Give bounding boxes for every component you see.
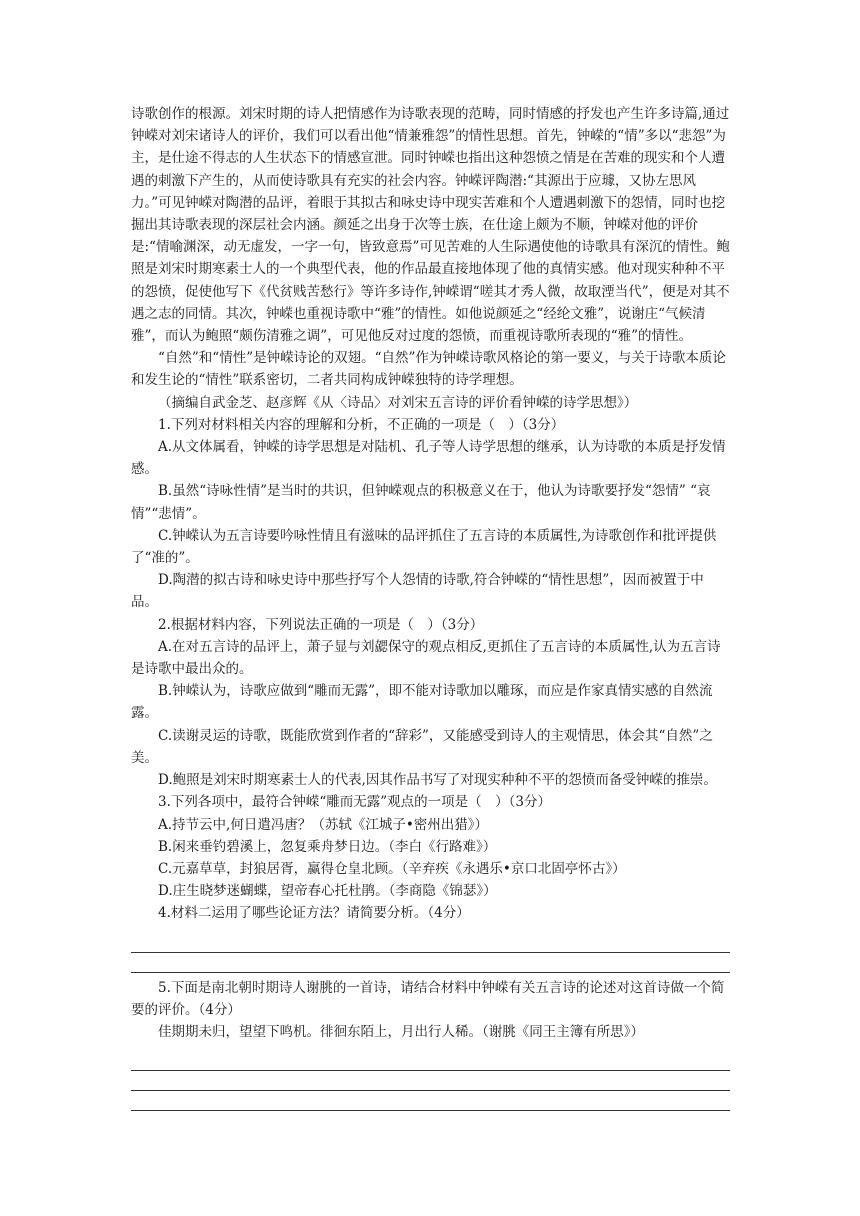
question-5-stem: 5.下面是南北朝时期诗人谢朓的一首诗，请结合材料中钟嵘有关五言诗的论述对这首诗做一个简要的评价。（4分） xyxy=(131,979,725,1018)
question-4-answer-area[interactable] xyxy=(131,933,730,973)
question-1-option-a: A.从文体属看，钟嵘的诗学思想是对陆机、孔子等人诗学思想的继承，认为诗歌的本质是抒发情感。 xyxy=(131,439,726,478)
question-1-option-d: D.陶潜的拟古诗和咏史诗中那些抒写个人怨情的诗歌,符合钟嵘的“情性思想”，因而被置于中品。 xyxy=(131,572,704,611)
question-1-option-c: C.钟嵘认为五言诗要吟咏性情且有滋味的品评抓住了五言诗的本质属性,为诗歌创作和批评提供了“准的”。 xyxy=(131,527,717,567)
question-2 xyxy=(131,614,730,792)
question-5-answer-area[interactable] xyxy=(131,1051,730,1111)
question-3-stem: 3.下列各项中，最符合钟嵘“雕而无露”观点的一项是（ ）（3分） xyxy=(158,794,552,811)
question-1-option-b: B.虽然“诗咏性情”是当时的共识，但钟嵘观点的积极意义在于，他认为诗歌要抒发“怨情” “哀情”“悲情”。 xyxy=(131,483,711,522)
question-5 xyxy=(131,977,730,1112)
answer-line[interactable] xyxy=(131,1071,730,1091)
question-1-stem: 1.下列对材料相关内容的理解和分析，不正确的一项是（ ）（3分） xyxy=(158,416,565,433)
question-3 xyxy=(131,791,730,902)
exam-page xyxy=(131,103,730,1115)
passage-paragraph-1: 诗歌创作的根源。刘宋时期的诗人把情感作为诗歌表现的范畴，同时情感的抒发也产生许多诗篇,通过钟嵘对刘宋诸诗人的评价，我们可以看出他“情兼雅怨”的情性思想。首先，钟嵘的“情”多以“悲怨”为主，是仕途不得志的人生状态下的情感宣泄。同时钟嵘也指出这种怨愤之情是在苦难的现实和个人遭遇的刺激下产生的，从而使诗歌具有充实的社会内容。钟嵘评陶潜:“其源出于应璩，又协左思风力。”可见钟嵘对陶潜的品评，着眼于其拟古和咏史诗中现实苦难和个人遭遇刺激下的怨情，同时也挖掘出其诗歌表现的深层社会内涵。颜延之出身于次等士族，在仕途上颇为不顺，钟嵘对他的评价是:“情喻渊深，动无虚发，一字一句，皆致意焉”可见苦难的人生际遇使他的诗歌具有深沉的情性。鲍照是刘宋时期寒素士人的一个典型代表，他的作品最直接地体现了他的真情实感。他对现实种种不平的怨愤，促使他写下《代贫贱苦愁行》等许多诗作,钟嵘谓“嗟其才秀人微，故取湮当代”，便是对其不遇之志的同情。其次，钟嵘也重视诗歌中“雅”的情性。如他说颜延之“经纶文雅”，说谢庄“气候清雅”，而认为鲍照“颇伤清雅之调”，可见他反对过度的怨愤，而重视诗歌所表现的“雅”的情性。 xyxy=(131,106,730,345)
question-2-option-d: D.鲍照是刘宋时期寒素士人的代表,因其作品书写了对现实种种不平的怨愤而备受钟嵘的推崇。 xyxy=(158,772,717,789)
question-4-stem: 4.材料二运用了哪些论证方法？请简要分析。（4分） xyxy=(158,905,470,922)
question-3-option-a: A.持节云中,何日遣冯唐？（苏轼《江城子•密州出猎》） xyxy=(158,816,489,833)
answer-line[interactable] xyxy=(131,953,730,973)
answer-line[interactable] xyxy=(131,933,730,953)
answer-line[interactable] xyxy=(131,1051,730,1071)
question-2-stem: 2.根据材料内容，下列说法正确的一项是（ ）（3分） xyxy=(158,616,484,633)
question-3-option-c: C.元嘉草草，封狼居胥，赢得仓皇北顾。（辛弃疾《永遇乐•京口北固亭怀古》） xyxy=(158,860,626,877)
question-1 xyxy=(131,414,730,614)
passage-paragraph-2: “自然”和“情性”是钟嵘诗论的双翅。“自然”作为钟嵘诗歌风格论的第一要义，与关于诗歌本质论和发生论的“情性”联系密切，二者共同构成钟嵘独特的诗学理想。 xyxy=(131,350,726,389)
question-4 xyxy=(131,902,730,972)
question-3-option-d: D.庄生晓梦迷蝴蝶，望帝春心托杜鹃。（李商隐《锦瑟》） xyxy=(158,883,497,900)
question-2-option-a: A.在对五言诗的品评上，萧子显与刘勰保守的观点相反,更抓住了五言诗的本质属性,认为五言诗是诗歌中最出众的。 xyxy=(131,638,721,678)
question-3-option-b: B.闲来垂钓碧溪上，忽复乘舟梦日边。（李白《行路难》） xyxy=(158,838,497,855)
question-5-poem: 佳期期未归，望望下鸣机。徘徊东陌上，月出行人稀。（谢朓《同王主簿有所思》） xyxy=(158,1023,644,1040)
question-2-option-c: C.读谢灵运的诗歌，既能欣赏到作者的“辞彩”，又能感受到诗人的主观情思，体会其“自然”之美。 xyxy=(131,727,713,766)
question-2-option-b: B.钟嵘认为，诗歌应做到“雕而无露”，即不能对诗歌加以雕琢，而应是作家真情实感的自然流露。 xyxy=(131,683,713,722)
passage-source: （摘编自武金芝、赵彦辉《从〈诗品〉对刘宋五言诗的评价看钟嵘的诗学思想》） xyxy=(158,394,638,411)
answer-line[interactable] xyxy=(131,1091,730,1111)
